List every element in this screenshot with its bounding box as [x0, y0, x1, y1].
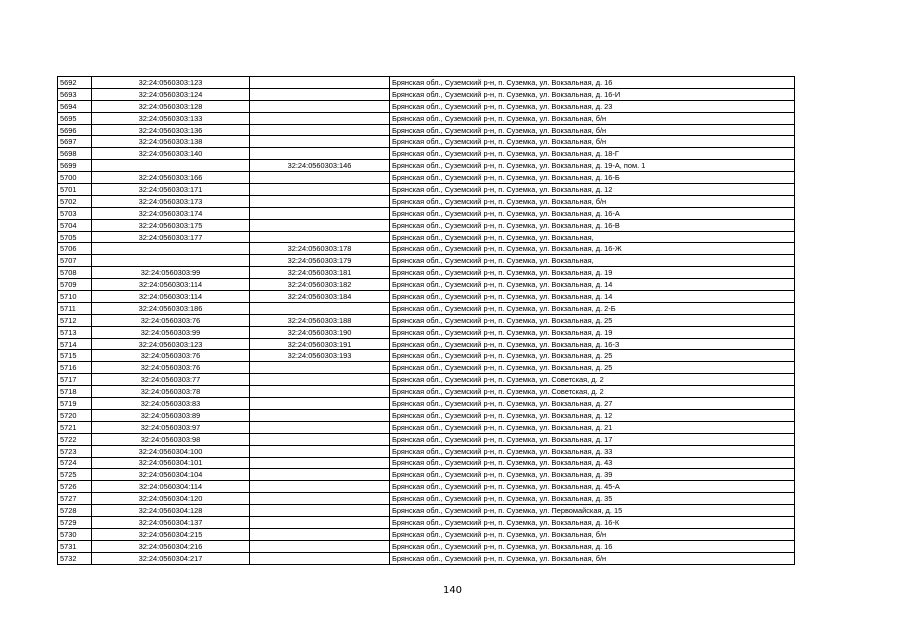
row-number-cell: 5716	[58, 362, 92, 374]
register-table-container	[57, 76, 795, 565]
related-cadastral-number-cell: 32:24:0560303:193	[250, 350, 390, 362]
row-number-cell: 5720	[58, 409, 92, 421]
related-cadastral-number-cell	[250, 184, 390, 196]
cadastral-number-cell: 32:24:0560304:100	[92, 445, 250, 457]
related-cadastral-number-cell	[250, 421, 390, 433]
related-cadastral-number-cell: 32:24:0560303:182	[250, 279, 390, 291]
address-cell: Брянская обл., Суземский р-н, п. Суземка, ул. Вокзальная, б/н	[390, 124, 795, 136]
related-cadastral-number-cell	[250, 136, 390, 148]
related-cadastral-number-cell	[250, 445, 390, 457]
address-cell: Брянская обл., Суземский р-н, п. Суземка, ул. Вокзальная, д. 19	[390, 267, 795, 279]
table-row	[58, 516, 795, 528]
table-row	[58, 314, 795, 326]
row-number-cell: 5730	[58, 528, 92, 540]
cadastral-number-cell: 32:24:0560304:217	[92, 552, 250, 564]
address-cell: Брянская обл., Суземский р-н, п. Суземка, ул. Вокзальная, д. 33	[390, 445, 795, 457]
table-row	[58, 409, 795, 421]
table-row	[58, 457, 795, 469]
address-cell: Брянская обл., Суземский р-н, п. Суземка, ул. Советская, д. 2	[390, 386, 795, 398]
table-row	[58, 136, 795, 148]
cadastral-number-cell: 32:24:0560303:76	[92, 362, 250, 374]
row-number-cell: 5729	[58, 516, 92, 528]
row-number-cell: 5728	[58, 505, 92, 517]
cadastral-number-cell: 32:24:0560304:101	[92, 457, 250, 469]
table-row	[58, 231, 795, 243]
address-cell: Брянская обл., Суземский р-н, п. Суземка, ул. Вокзальная, д. 16-А	[390, 207, 795, 219]
related-cadastral-number-cell	[250, 172, 390, 184]
table-row	[58, 100, 795, 112]
cadastral-number-cell: 32:24:0560304:120	[92, 493, 250, 505]
table-row	[58, 160, 795, 172]
related-cadastral-number-cell	[250, 433, 390, 445]
row-number-cell: 5703	[58, 207, 92, 219]
row-number-cell: 5696	[58, 124, 92, 136]
row-number-cell: 5692	[58, 77, 92, 89]
table-row	[58, 302, 795, 314]
address-cell: Брянская обл., Суземский р-н, п. Суземка, ул. Вокзальная, д. 14	[390, 291, 795, 303]
address-cell: Брянская обл., Суземский р-н, п. Суземка, ул. Вокзальная, д. 25	[390, 314, 795, 326]
cadastral-number-cell: 32:24:0560303:98	[92, 433, 250, 445]
table-row	[58, 243, 795, 255]
address-cell: Брянская обл., Суземский р-н, п. Суземка, ул. Вокзальная, д. 18-Г	[390, 148, 795, 160]
related-cadastral-number-cell	[250, 540, 390, 552]
cadastral-number-cell: 32:24:0560303:114	[92, 279, 250, 291]
row-number-cell: 5717	[58, 374, 92, 386]
cadastral-number-cell: 32:24:0560303:99	[92, 326, 250, 338]
address-cell: Брянская обл., Суземский р-н, п. Суземка, ул. Вокзальная, д. 19-А, пом. 1	[390, 160, 795, 172]
related-cadastral-number-cell: 32:24:0560303:146	[250, 160, 390, 172]
row-number-cell: 5710	[58, 291, 92, 303]
row-number-cell: 5702	[58, 195, 92, 207]
cadastral-number-cell: 32:24:0560303:171	[92, 184, 250, 196]
table-row	[58, 433, 795, 445]
row-number-cell: 5722	[58, 433, 92, 445]
table-row	[58, 540, 795, 552]
row-number-cell: 5711	[58, 302, 92, 314]
address-cell: Брянская обл., Суземский р-н, п. Суземка, ул. Вокзальная, д. 43	[390, 457, 795, 469]
table-row	[58, 362, 795, 374]
address-cell: Брянская обл., Суземский р-н, п. Суземка, ул. Вокзальная, д. 12	[390, 184, 795, 196]
table-row	[58, 207, 795, 219]
table-row	[58, 374, 795, 386]
related-cadastral-number-cell	[250, 409, 390, 421]
address-cell: Брянская обл., Суземский р-н, п. Суземка, ул. Вокзальная, д. 23	[390, 100, 795, 112]
related-cadastral-number-cell: 32:24:0560303:191	[250, 338, 390, 350]
cadastral-number-cell: 32:24:0560303:123	[92, 77, 250, 89]
row-number-cell: 5695	[58, 112, 92, 124]
cadastral-number-cell: 32:24:0560303:173	[92, 195, 250, 207]
address-cell: Брянская обл., Суземский р-н, п. Суземка, ул. Вокзальная, д. 2-Б	[390, 302, 795, 314]
related-cadastral-number-cell	[250, 386, 390, 398]
row-number-cell: 5701	[58, 184, 92, 196]
related-cadastral-number-cell	[250, 148, 390, 160]
table-row	[58, 469, 795, 481]
cadastral-number-cell	[92, 255, 250, 267]
address-cell: Брянская обл., Суземский р-н, п. Суземка, ул. Вокзальная, д. 19	[390, 326, 795, 338]
row-number-cell: 5713	[58, 326, 92, 338]
related-cadastral-number-cell	[250, 302, 390, 314]
related-cadastral-number-cell	[250, 469, 390, 481]
cadastral-number-cell: 32:24:0560303:99	[92, 267, 250, 279]
page-number: 140	[442, 585, 463, 596]
address-cell: Брянская обл., Суземский р-н, п. Суземка, ул. Вокзальная, д. 16-В	[390, 219, 795, 231]
row-number-cell: 5707	[58, 255, 92, 267]
cadastral-number-cell: 32:24:0560303:76	[92, 314, 250, 326]
cadastral-number-cell: 32:24:0560304:137	[92, 516, 250, 528]
cadastral-number-cell: 32:24:0560303:166	[92, 172, 250, 184]
related-cadastral-number-cell	[250, 552, 390, 564]
related-cadastral-number-cell	[250, 457, 390, 469]
row-number-cell: 5731	[58, 540, 92, 552]
related-cadastral-number-cell	[250, 481, 390, 493]
address-cell: Брянская обл., Суземский р-н, п. Суземка, ул. Вокзальная, д. 45-А	[390, 481, 795, 493]
table-row	[58, 172, 795, 184]
table-row	[58, 184, 795, 196]
related-cadastral-number-cell	[250, 505, 390, 517]
related-cadastral-number-cell	[250, 398, 390, 410]
row-number-cell: 5723	[58, 445, 92, 457]
cadastral-number-cell: 32:24:0560303:123	[92, 338, 250, 350]
table-row	[58, 267, 795, 279]
table-row	[58, 148, 795, 160]
address-cell: Брянская обл., Суземский р-н, п. Суземка, ул. Вокзальная, д. 16	[390, 77, 795, 89]
related-cadastral-number-cell	[250, 195, 390, 207]
row-number-cell: 5712	[58, 314, 92, 326]
address-cell: Брянская обл., Суземский р-н, п. Суземка, ул. Вокзальная, д. 12	[390, 409, 795, 421]
address-cell: Брянская обл., Суземский р-н, п. Суземка, ул. Вокзальная, б/н	[390, 195, 795, 207]
related-cadastral-number-cell: 32:24:0560303:181	[250, 267, 390, 279]
related-cadastral-number-cell	[250, 362, 390, 374]
table-row	[58, 279, 795, 291]
row-number-cell: 5715	[58, 350, 92, 362]
register-table	[57, 76, 795, 565]
address-cell: Брянская обл., Суземский р-н, п. Суземка, ул. Вокзальная, д. 16-К	[390, 516, 795, 528]
related-cadastral-number-cell	[250, 112, 390, 124]
cadastral-number-cell: 32:24:0560303:76	[92, 350, 250, 362]
cadastral-number-cell: 32:24:0560304:114	[92, 481, 250, 493]
related-cadastral-number-cell	[250, 219, 390, 231]
cadastral-number-cell	[92, 160, 250, 172]
row-number-cell: 5725	[58, 469, 92, 481]
related-cadastral-number-cell: 32:24:0560303:184	[250, 291, 390, 303]
address-cell: Брянская обл., Суземский р-н, п. Суземка, ул. Первомайская, д. 15	[390, 505, 795, 517]
row-number-cell: 5705	[58, 231, 92, 243]
related-cadastral-number-cell	[250, 77, 390, 89]
address-cell: Брянская обл., Суземский р-н, п. Суземка, ул. Вокзальная, д. 16-Ж	[390, 243, 795, 255]
table-row	[58, 552, 795, 564]
address-cell: Брянская обл., Суземский р-н, п. Суземка, ул. Вокзальная, д. 16-И	[390, 88, 795, 100]
cadastral-number-cell: 32:24:0560304:128	[92, 505, 250, 517]
row-number-cell: 5719	[58, 398, 92, 410]
address-cell: Брянская обл., Суземский р-н, п. Суземка, ул. Вокзальная, б/н	[390, 112, 795, 124]
table-row	[58, 528, 795, 540]
table-row	[58, 350, 795, 362]
related-cadastral-number-cell: 32:24:0560303:178	[250, 243, 390, 255]
cadastral-number-cell	[92, 243, 250, 255]
address-cell: Брянская обл., Суземский р-н, п. Суземка, ул. Вокзальная,	[390, 231, 795, 243]
related-cadastral-number-cell: 32:24:0560303:179	[250, 255, 390, 267]
table-row	[58, 445, 795, 457]
cadastral-number-cell: 32:24:0560303:78	[92, 386, 250, 398]
related-cadastral-number-cell	[250, 516, 390, 528]
cadastral-number-cell: 32:24:0560303:175	[92, 219, 250, 231]
row-number-cell: 5700	[58, 172, 92, 184]
cadastral-number-cell: 32:24:0560303:114	[92, 291, 250, 303]
table-row	[58, 338, 795, 350]
address-cell: Брянская обл., Суземский р-н, п. Суземка, ул. Вокзальная, б/н	[390, 528, 795, 540]
address-cell: Брянская обл., Суземский р-н, п. Суземка, ул. Вокзальная, д. 16-Б	[390, 172, 795, 184]
table-row	[58, 88, 795, 100]
row-number-cell: 5693	[58, 88, 92, 100]
row-number-cell: 5724	[58, 457, 92, 469]
table-row	[58, 398, 795, 410]
cadastral-number-cell: 32:24:0560303:138	[92, 136, 250, 148]
cadastral-number-cell: 32:24:0560303:89	[92, 409, 250, 421]
row-number-cell: 5726	[58, 481, 92, 493]
table-row	[58, 493, 795, 505]
address-cell: Брянская обл., Суземский р-н, п. Суземка, ул. Вокзальная, б/н	[390, 136, 795, 148]
related-cadastral-number-cell: 32:24:0560303:188	[250, 314, 390, 326]
row-number-cell: 5721	[58, 421, 92, 433]
address-cell: Брянская обл., Суземский р-н, п. Суземка, ул. Вокзальная, д. 25	[390, 350, 795, 362]
address-cell: Брянская обл., Суземский р-н, п. Суземка, ул. Вокзальная, д. 39	[390, 469, 795, 481]
cadastral-number-cell: 32:24:0560303:124	[92, 88, 250, 100]
cadastral-number-cell: 32:24:0560303:133	[92, 112, 250, 124]
cadastral-number-cell: 32:24:0560303:186	[92, 302, 250, 314]
row-number-cell: 5714	[58, 338, 92, 350]
cadastral-number-cell: 32:24:0560303:174	[92, 207, 250, 219]
address-cell: Брянская обл., Суземский р-н, п. Суземка, ул. Вокзальная, д. 27	[390, 398, 795, 410]
related-cadastral-number-cell	[250, 231, 390, 243]
register-table-body	[58, 77, 795, 565]
related-cadastral-number-cell	[250, 528, 390, 540]
row-number-cell: 5698	[58, 148, 92, 160]
cadastral-number-cell: 32:24:0560303:83	[92, 398, 250, 410]
address-cell: Брянская обл., Суземский р-н, п. Суземка, ул. Вокзальная, д. 35	[390, 493, 795, 505]
address-cell: Брянская обл., Суземский р-н, п. Суземка, ул. Вокзальная, д. 21	[390, 421, 795, 433]
table-row	[58, 124, 795, 136]
row-number-cell: 5732	[58, 552, 92, 564]
row-number-cell: 5704	[58, 219, 92, 231]
cadastral-number-cell: 32:24:0560303:177	[92, 231, 250, 243]
cadastral-number-cell: 32:24:0560304:104	[92, 469, 250, 481]
row-number-cell: 5697	[58, 136, 92, 148]
row-number-cell: 5708	[58, 267, 92, 279]
table-row	[58, 481, 795, 493]
row-number-cell: 5727	[58, 493, 92, 505]
table-row	[58, 195, 795, 207]
row-number-cell: 5699	[58, 160, 92, 172]
table-row	[58, 386, 795, 398]
related-cadastral-number-cell	[250, 207, 390, 219]
row-number-cell: 5694	[58, 100, 92, 112]
table-row	[58, 421, 795, 433]
address-cell: Брянская обл., Суземский р-н, п. Суземка, ул. Вокзальная, д. 17	[390, 433, 795, 445]
table-row	[58, 505, 795, 517]
related-cadastral-number-cell	[250, 124, 390, 136]
row-number-cell: 5709	[58, 279, 92, 291]
address-cell: Брянская обл., Суземский р-н, п. Суземка, ул. Вокзальная, д. 14	[390, 279, 795, 291]
cadastral-number-cell: 32:24:0560303:140	[92, 148, 250, 160]
related-cadastral-number-cell	[250, 374, 390, 386]
table-row	[58, 112, 795, 124]
table-row	[58, 77, 795, 89]
cadastral-number-cell: 32:24:0560303:128	[92, 100, 250, 112]
cadastral-number-cell: 32:24:0560303:77	[92, 374, 250, 386]
table-row	[58, 255, 795, 267]
address-cell: Брянская обл., Суземский р-н, п. Суземка, ул. Вокзальная, б/н	[390, 552, 795, 564]
related-cadastral-number-cell: 32:24:0560303:190	[250, 326, 390, 338]
related-cadastral-number-cell	[250, 100, 390, 112]
related-cadastral-number-cell	[250, 493, 390, 505]
address-cell: Брянская обл., Суземский р-н, п. Суземка, ул. Вокзальная, д. 16-З	[390, 338, 795, 350]
cadastral-number-cell: 32:24:0560303:136	[92, 124, 250, 136]
table-row	[58, 219, 795, 231]
address-cell: Брянская обл., Суземский р-н, п. Суземка, ул. Вокзальная,	[390, 255, 795, 267]
table-row	[58, 291, 795, 303]
cadastral-number-cell: 32:24:0560304:216	[92, 540, 250, 552]
address-cell: Брянская обл., Суземский р-н, п. Суземка, ул. Вокзальная, д. 25	[390, 362, 795, 374]
address-cell: Брянская обл., Суземский р-н, п. Суземка, ул. Советская, д. 2	[390, 374, 795, 386]
table-row	[58, 326, 795, 338]
cadastral-number-cell: 32:24:0560304:215	[92, 528, 250, 540]
row-number-cell: 5706	[58, 243, 92, 255]
address-cell: Брянская обл., Суземский р-н, п. Суземка, ул. Вокзальная, д. 16	[390, 540, 795, 552]
row-number-cell: 5718	[58, 386, 92, 398]
cadastral-number-cell: 32:24:0560303:97	[92, 421, 250, 433]
related-cadastral-number-cell	[250, 88, 390, 100]
